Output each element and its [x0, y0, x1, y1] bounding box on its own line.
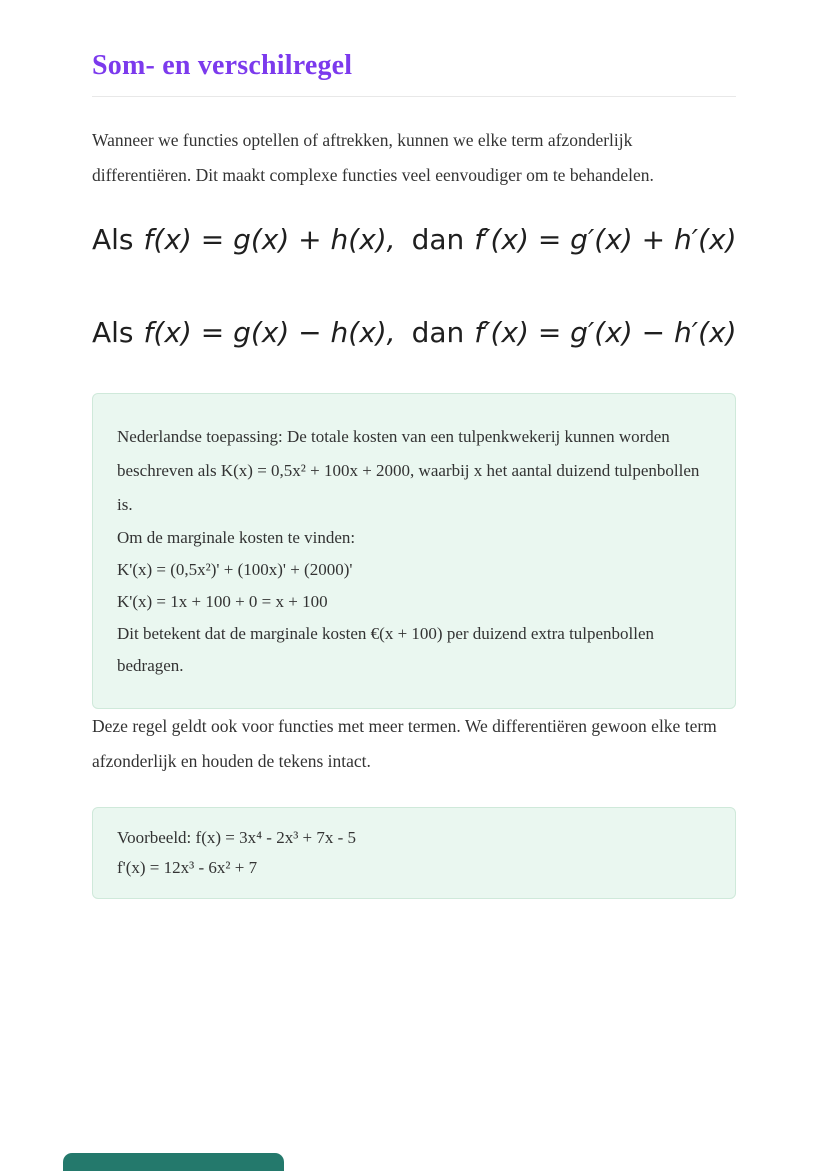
formula-sum-lhs: f(x) = g(x) + h(x), — [143, 223, 396, 257]
derivation-step-1: K'(x) = (0,5x²)' + (100x)' + (2000)' — [117, 560, 353, 580]
partial-next-button[interactable] — [63, 1153, 284, 1171]
sum-rule-formula — [92, 223, 736, 256]
formula-word-als: Als — [92, 316, 134, 350]
steps-intro: Om de marginale kosten te vinden: — [117, 528, 356, 548]
derivation-block — [117, 522, 711, 618]
application-conclusion: Dit betekent dat de marginale kosten €(x + 100) per duizend extra tulpenbollen bedragen. — [117, 624, 655, 676]
formula-word-dan: dan — [411, 316, 465, 350]
formula-word-als: Als — [92, 223, 134, 257]
formula-sum-rhs: f′(x) = g′(x) + h′(x) — [474, 223, 737, 257]
intro-paragraph: Wanneer we functies optellen of aftrekken, kunnen we elke term afzonderlijk differentiëren. Dit maakt complexe functies veel eenvoudiger om te behandelen. — [92, 130, 654, 186]
application-description: Nederlandse toepassing: De totale kosten van een tulpenkwekerij kunnen worden beschreven als K(x) = 0,5x² + 100x + 2000, waarbij x het aantal duizend tulpenbollen is. — [117, 427, 700, 515]
page-container — [92, 0, 736, 899]
middle-paragraph: Deze regel geldt ook voor functies met meer termen. We differentiëren gewoon elke term afzonderlijk en houden de tekens intact. — [92, 716, 717, 772]
worked-example-box — [92, 807, 736, 899]
example-derivative-line: f'(x) = 12x³ - 6x² + 7 — [117, 858, 258, 878]
formula-difference-rhs: f′(x) = g′(x) − h′(x) — [474, 316, 737, 350]
example-function-line: Voorbeeld: f(x) = 3x⁴ - 2x³ + 7x - 5 — [117, 828, 357, 848]
difference-rule-formula — [92, 316, 736, 349]
page-title: Som- en verschilregel — [92, 50, 353, 81]
formula-difference-lhs: f(x) = g(x) − h(x), — [143, 316, 396, 350]
application-example-box — [92, 393, 736, 709]
divider — [92, 96, 736, 97]
formula-word-dan: dan — [411, 223, 465, 257]
derivation-step-2: K'(x) = 1x + 100 + 0 = x + 100 — [117, 592, 328, 612]
